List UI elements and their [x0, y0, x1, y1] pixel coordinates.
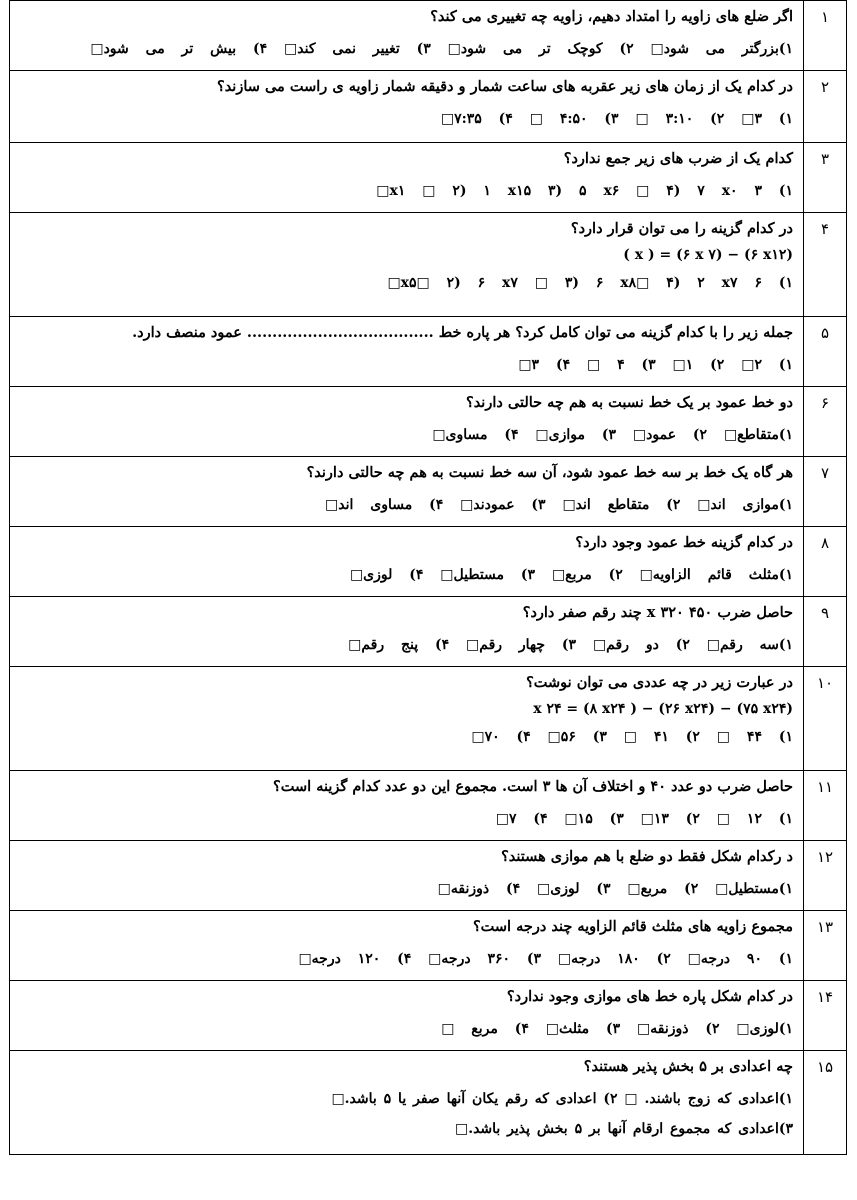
- question-number: ۱۱: [804, 771, 847, 841]
- answer-options[interactable]: ۱)موازی اند□ ۲) متقاطع اند□ ۳) عمودند□ ۴) مساوی اند□: [325, 497, 793, 513]
- answer-options[interactable]: ۱)بزرگتر می شود□ ۲) کوچک تر می شود□ ۳) تغییر نمی کند□ ۴) بیش تر می شود□: [90, 41, 793, 57]
- question-number: ۴: [804, 213, 847, 317]
- question-number: ۵: [804, 317, 847, 387]
- question-row: [10, 143, 847, 213]
- question-number: ۱: [804, 1, 847, 71]
- answer-options[interactable]: ۱) ۶ x۵□ ۲) ۶ x۷ □ ۳) ۶ x۸□ ۴) ۲ x۷□: [387, 275, 793, 291]
- question-row: [10, 1, 847, 71]
- question-number: ۳: [804, 143, 847, 213]
- question-row: [10, 457, 847, 527]
- question-body: [10, 317, 804, 387]
- question-table: [9, 0, 847, 1155]
- question-text: هر گاه یک خط بر سه خط عمود شود، آن سه خط نسبت به هم چه حالتی دارند؟: [306, 464, 793, 481]
- question-number: ۸: [804, 527, 847, 597]
- question-text: دو خط عمود بر یک خط نسبت به هم چه حالتی دارند؟: [466, 394, 793, 411]
- question-text: حاصل ضرب ۴۵۰ x ۳۲۰ چند رقم صفر دارد؟: [522, 604, 793, 621]
- question-text: در کدام گزینه را می توان قرار دارد؟: [570, 220, 793, 237]
- question-row: [10, 71, 847, 143]
- question-body: [10, 143, 804, 213]
- question-text: حاصل ضرب دو عدد ۴۰ و اختلاف آن ها ۳ است. مجموع این دو عدد کدام گزینه است؟: [273, 778, 793, 795]
- question-text: د رکدام شکل فقط دو ضلع با هم موازی هستند؟: [501, 848, 793, 865]
- question-number: ۷: [804, 457, 847, 527]
- question-row: [10, 771, 847, 841]
- answer-options[interactable]: ۳)اعدادی که مجموع ارقام آنها بر ۵ بخش پذیر باشد.□: [454, 1121, 793, 1137]
- question-body: [10, 71, 804, 143]
- question-row: [10, 841, 847, 911]
- question-body: [10, 213, 804, 317]
- question-number: ۶: [804, 387, 847, 457]
- answer-options[interactable]: ۱) ۱۲ □ ۲) ۱۳□ ۳) ۱۵□ ۴) ۷□: [495, 811, 793, 827]
- answer-options[interactable]: ۱) ۴۴ □ ۲) ۴۱ □ ۳) ۵۶□ ۴) ۷۰□: [471, 729, 793, 745]
- question-row: [10, 317, 847, 387]
- question-row: [10, 387, 847, 457]
- question-text: چه اعدادی بر ۵ بخش پذیر هستند؟: [583, 1058, 793, 1075]
- question-text: در کدام گزینه خط عمود وجود دارد؟: [575, 534, 793, 551]
- question-body: [10, 1, 804, 71]
- answer-options[interactable]: ۱) ۳ x۱ □ ۲) ۱ x۱۵ ۳) ۵ x۶ □ ۴) ۷ x۰□: [376, 183, 793, 199]
- answer-options[interactable]: ۱)مثلث قائم الزاویه□ ۲) مربع□ ۳) مستطیل□ ۴) لوزی□: [349, 567, 793, 583]
- question-number: ۱۴: [804, 981, 847, 1051]
- question-number: ۱۳: [804, 911, 847, 981]
- answer-options[interactable]: ۱) ۳□ ۲) ۳:۱۰ □ ۳) ۴:۵۰ □ ۴) ۷:۳۵□: [440, 111, 793, 127]
- question-row: [10, 213, 847, 317]
- question-row: [10, 527, 847, 597]
- question-row: [10, 1051, 847, 1155]
- question-number: ۱۰: [804, 667, 847, 771]
- question-text: اگر ضلع های زاویه را امتداد دهیم، زاویه چه تغییری می کند؟: [430, 8, 793, 25]
- question-text: مجموع زاویه های مثلث قائم الزاویه چند درجه است؟: [472, 918, 793, 935]
- question-body: [10, 387, 804, 457]
- question-text: جمله زیر را با کدام گزینه می توان کامل کرد؟ هر پاره خط ..................................... عمود منصف دارد.: [132, 324, 793, 341]
- question-row: [10, 981, 847, 1051]
- question-body: [10, 841, 804, 911]
- question-body: [10, 667, 804, 771]
- question-row: [10, 911, 847, 981]
- question-body: [10, 981, 804, 1051]
- answer-options[interactable]: ۱)سه رقم□ ۲) دو رقم□ ۳) چهار رقم□ ۴) پنج رقم□: [348, 637, 793, 653]
- answer-options[interactable]: ۱) ۲□ ۲) ۱□ ۳) ۴ □ ۴) ۳□: [518, 357, 793, 373]
- question-row: [10, 597, 847, 667]
- answer-options[interactable]: ۱)لوزی□ ۲) ذوزنقه□ ۳) مثلث□ ۴) مربع □: [441, 1021, 793, 1037]
- question-body: [10, 771, 804, 841]
- question-body: [10, 457, 804, 527]
- question-number: ۲: [804, 71, 847, 143]
- question-text: در کدام یک از زمان های زیر عقربه های ساعت شمار و دقیقه شمار زاویه ی راست می سازند؟: [217, 78, 793, 95]
- expression-line: ( x ) = (۶ x ۷) − (۶ x۱۲): [623, 247, 793, 263]
- answer-options[interactable]: ۱)متقاطع□ ۲) عمود□ ۳) موازی□ ۴) مساوی□: [432, 427, 793, 443]
- question-text: در عبارت زیر در چه عددی می توان نوشت؟: [526, 674, 793, 691]
- answer-options[interactable]: ۱) ۹۰ درجه□ ۲) ۱۸۰ درجه□ ۳) ۳۶۰ درجه□ ۴) ۱۲۰ درجه□: [298, 951, 793, 967]
- question-body: [10, 1051, 804, 1155]
- answer-options[interactable]: ۱)اعدادی که زوج باشند. □ ۲) اعدادی که رقم یکان آنها صفر یا ۵ باشد.□: [331, 1091, 793, 1107]
- question-number: ۱۵: [804, 1051, 847, 1155]
- expression-line: x ۲۴ = (۸ x۲۴ ) − (۲۶ x۲۴) − (۷۵ x۲۴): [533, 701, 793, 717]
- question-text: در کدام شکل پاره خط های موازی وجود ندارد؟: [506, 988, 793, 1005]
- question-row: [10, 667, 847, 771]
- answer-options[interactable]: ۱)مستطیل□ ۲) مربع□ ۳) لوزی□ ۴) ذوزنقه□: [437, 881, 793, 897]
- question-text: کدام یک از ضرب های زیر جمع ندارد؟: [563, 150, 793, 167]
- question-body: [10, 597, 804, 667]
- question-number: ۱۲: [804, 841, 847, 911]
- question-body: [10, 911, 804, 981]
- question-body: [10, 527, 804, 597]
- question-number: ۹: [804, 597, 847, 667]
